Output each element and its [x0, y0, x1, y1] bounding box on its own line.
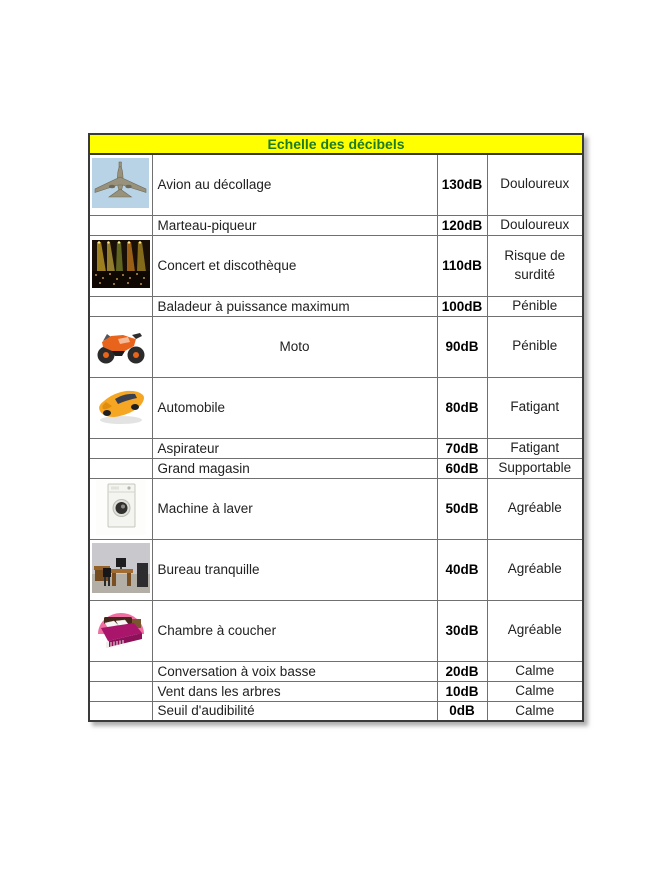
loudness-level: Douloureux	[487, 215, 583, 235]
table-row	[89, 438, 583, 458]
table-title: Echelle des décibels	[89, 134, 583, 154]
row-image-cell	[89, 681, 152, 701]
decibel-value: 60dB	[437, 458, 487, 478]
row-image-cell	[89, 701, 152, 721]
source-label: Conversation à voix basse	[152, 661, 437, 681]
table-row	[89, 235, 583, 296]
table-row	[89, 701, 583, 721]
concert-image	[92, 240, 150, 288]
table-row	[89, 296, 583, 316]
loudness-level: Calme	[487, 661, 583, 681]
decibel-value: 120dB	[437, 215, 487, 235]
row-image-cell	[89, 539, 152, 600]
motorcycle-image	[92, 322, 149, 369]
table-row	[89, 478, 583, 539]
table-row	[89, 458, 583, 478]
row-image-cell	[89, 661, 152, 681]
table-row	[89, 600, 583, 661]
table-row	[89, 316, 583, 377]
loudness-level: Pénible	[487, 296, 583, 316]
decibel-value: 70dB	[437, 438, 487, 458]
loudness-level: Pénible	[487, 316, 583, 377]
source-label: Moto	[152, 316, 437, 377]
row-image-cell	[89, 438, 152, 458]
loudness-level: Douloureux	[487, 154, 583, 215]
loudness-level: Agréable	[487, 600, 583, 661]
row-image-cell	[89, 215, 152, 235]
source-label: Concert et discothèque	[152, 235, 437, 296]
decibel-value: 110dB	[437, 235, 487, 296]
row-image-cell	[89, 377, 152, 438]
loudness-level: Calme	[487, 701, 583, 721]
loudness-level: Agréable	[487, 539, 583, 600]
row-image-cell	[89, 316, 152, 377]
decibel-value: 90dB	[437, 316, 487, 377]
source-label: Marteau-piqueur	[152, 215, 437, 235]
car-image	[92, 380, 149, 432]
loudness-level: Agréable	[487, 478, 583, 539]
loudness-level: Supportable	[487, 458, 583, 478]
source-label: Avion au décollage	[152, 154, 437, 215]
decibel-table	[88, 133, 584, 722]
source-label: Baladeur à puissance maximum	[152, 296, 437, 316]
row-image-cell	[89, 600, 152, 661]
decibel-value: 0dB	[437, 701, 487, 721]
office-image	[92, 543, 150, 593]
source-label: Seuil d'audibilité	[152, 701, 437, 721]
row-image-cell	[89, 458, 152, 478]
table-row	[89, 681, 583, 701]
source-label: Chambre à coucher	[152, 600, 437, 661]
source-label: Bureau tranquille	[152, 539, 437, 600]
table-row	[89, 154, 583, 215]
source-label: Grand magasin	[152, 458, 437, 478]
decibel-value: 100dB	[437, 296, 487, 316]
source-label: Automobile	[152, 377, 437, 438]
decibel-value: 50dB	[437, 478, 487, 539]
loudness-level: Fatigant	[487, 438, 583, 458]
decibel-value: 20dB	[437, 661, 487, 681]
decibel-value: 40dB	[437, 539, 487, 600]
row-image-cell	[89, 235, 152, 296]
bed-image	[94, 604, 148, 654]
table-row	[89, 215, 583, 235]
decibel-value: 10dB	[437, 681, 487, 701]
decibel-value: 80dB	[437, 377, 487, 438]
washing-machine-image	[96, 480, 146, 535]
loudness-level: Risque de surdité	[487, 235, 583, 296]
source-label: Aspirateur	[152, 438, 437, 458]
source-label: Machine à laver	[152, 478, 437, 539]
decibel-value: 30dB	[437, 600, 487, 661]
row-image-cell	[89, 478, 152, 539]
table-header-row	[89, 134, 583, 154]
airplane-image	[92, 158, 149, 208]
row-image-cell	[89, 154, 152, 215]
table-row	[89, 377, 583, 438]
loudness-level: Fatigant	[487, 377, 583, 438]
row-image-cell	[89, 296, 152, 316]
table-row	[89, 539, 583, 600]
source-label: Vent dans les arbres	[152, 681, 437, 701]
table-row	[89, 661, 583, 681]
loudness-level: Calme	[487, 681, 583, 701]
decibel-value: 130dB	[437, 154, 487, 215]
